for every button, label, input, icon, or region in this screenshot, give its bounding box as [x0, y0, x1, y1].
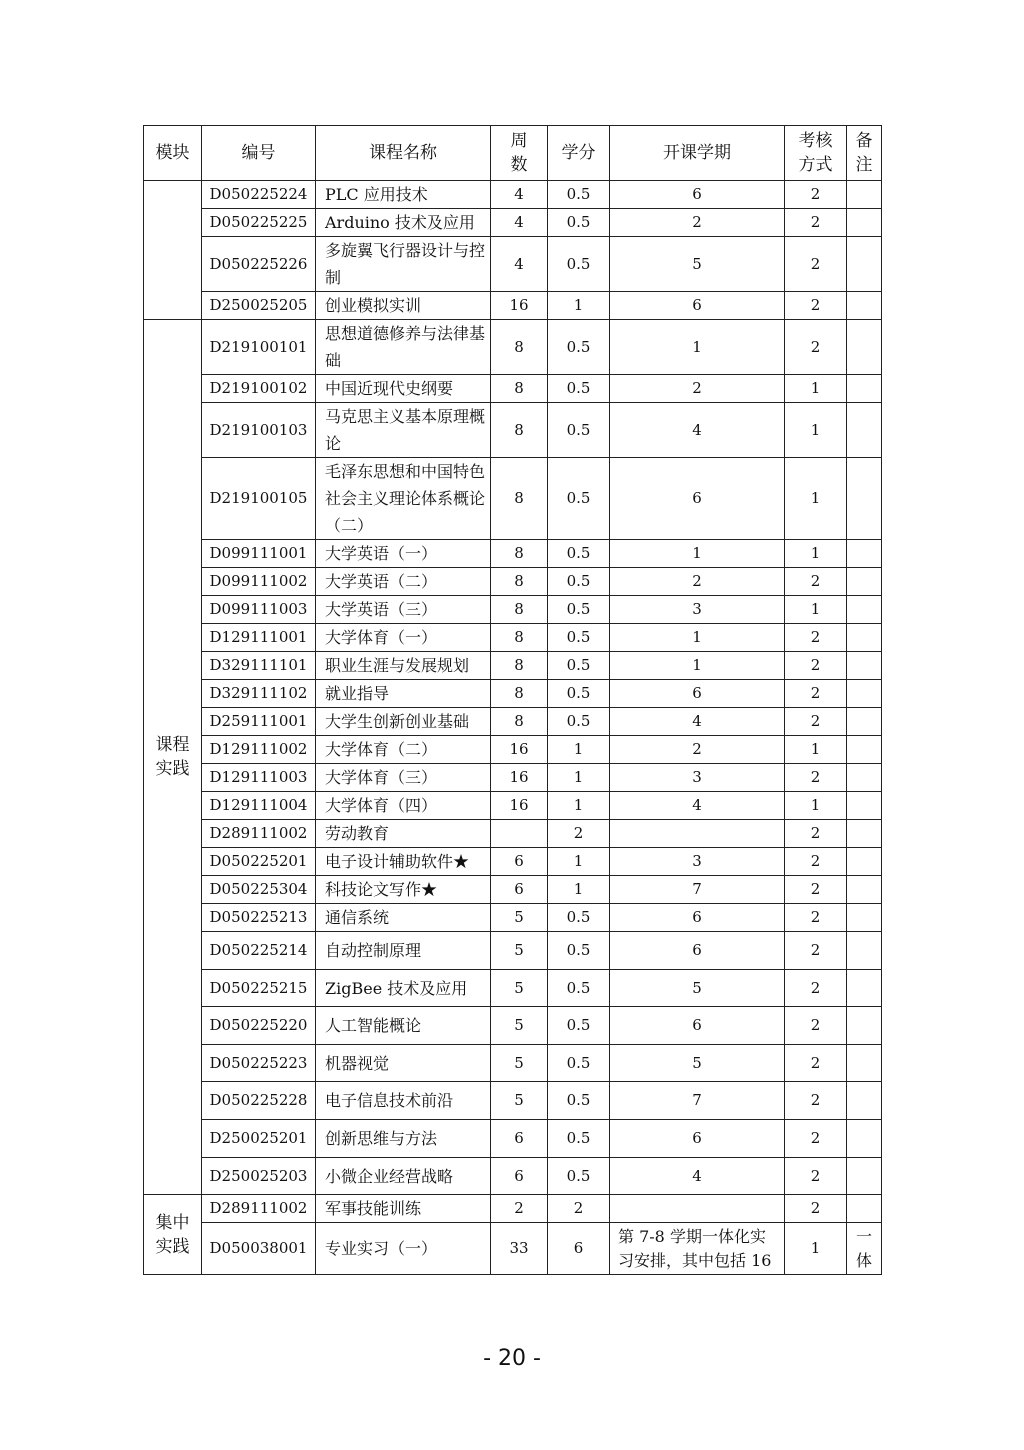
cell-credits: 0.5: [548, 1158, 610, 1195]
cell-course-name: 马克思主义基本原理概论: [316, 403, 491, 458]
cell-remark: [847, 1158, 882, 1195]
cell-credits: 1: [548, 292, 610, 320]
cell-remark: [847, 458, 882, 540]
cell-weeks: 8: [491, 568, 548, 596]
cell-weeks: 8: [491, 458, 548, 540]
cell-remark: [847, 1082, 882, 1120]
cell-course-name: 职业生涯与发展规划: [316, 652, 491, 680]
cell-weeks: 4: [491, 209, 548, 237]
cell-semester: 7: [610, 876, 785, 904]
cell-credits: 0.5: [548, 403, 610, 458]
cell-credits: 0.5: [548, 1045, 610, 1082]
cell-weeks: 5: [491, 1007, 548, 1045]
cell-assessment: 2: [785, 932, 847, 970]
cell-credits: 0.5: [548, 680, 610, 708]
cell-remark: [847, 292, 882, 320]
page-number: - 20 -: [483, 1346, 541, 1371]
cell-assessment: 2: [785, 237, 847, 292]
cell-course-name: 大学体育（二）: [316, 736, 491, 764]
cell-code: D219100102: [202, 375, 316, 403]
cell-semester: 3: [610, 596, 785, 624]
cell-code: D099111001: [202, 540, 316, 568]
cell-semester: 3: [610, 764, 785, 792]
cell-assessment: 2: [785, 876, 847, 904]
cell-assessment: 2: [785, 1158, 847, 1195]
cell-weeks: 16: [491, 292, 548, 320]
cell-weeks: 6: [491, 1158, 548, 1195]
header-course-name: 课程名称: [316, 126, 491, 181]
cell-remark: [847, 876, 882, 904]
table-row: [144, 1195, 882, 1223]
table-row: [144, 1120, 882, 1158]
cell-remark: [847, 708, 882, 736]
cell-credits: 0.5: [548, 970, 610, 1007]
cell-remark: [847, 568, 882, 596]
cell-weeks: 5: [491, 1045, 548, 1082]
cell-code: D250025201: [202, 1120, 316, 1158]
cell-course-name: 自动控制原理: [316, 932, 491, 970]
cell-remark: [847, 904, 882, 932]
cell-course-name: 专业实习（一）: [316, 1223, 491, 1275]
cell-course-name: 大学生创新创业基础: [316, 708, 491, 736]
cell-assessment: 2: [785, 848, 847, 876]
cell-weeks: 8: [491, 403, 548, 458]
cell-weeks: 4: [491, 237, 548, 292]
cell-code: D050225224: [202, 181, 316, 209]
cell-code: D050038001: [202, 1223, 316, 1275]
cell-semester: 6: [610, 292, 785, 320]
cell-weeks: 16: [491, 736, 548, 764]
cell-semester: 6: [610, 932, 785, 970]
cell-credits: 0.5: [548, 1120, 610, 1158]
cell-semester: 2: [610, 209, 785, 237]
cell-module: [144, 181, 202, 320]
cell-weeks: 8: [491, 624, 548, 652]
cell-course-name: 电子信息技术前沿: [316, 1082, 491, 1120]
cell-weeks: 6: [491, 848, 548, 876]
table-row: [144, 848, 882, 876]
cell-semester: 1: [610, 540, 785, 568]
cell-semester: [610, 820, 785, 848]
cell-code: D329111101: [202, 652, 316, 680]
cell-course-name: 就业指导: [316, 680, 491, 708]
cell-assessment: 1: [785, 792, 847, 820]
cell-weeks: 8: [491, 652, 548, 680]
header-code: 编号: [202, 126, 316, 181]
cell-remark: [847, 375, 882, 403]
header-weeks: 周 数: [491, 126, 548, 181]
cell-code: D289111002: [202, 1195, 316, 1223]
table-row: [144, 1158, 882, 1195]
cell-course-name: 通信系统: [316, 904, 491, 932]
cell-code: D050225223: [202, 1045, 316, 1082]
cell-credits: 0.5: [548, 932, 610, 970]
course-table: [143, 125, 882, 1275]
header-module: 模块: [144, 126, 202, 181]
cell-course-name: 中国近现代史纲要: [316, 375, 491, 403]
header-assessment: 考核 方式: [785, 126, 847, 181]
cell-weeks: 16: [491, 792, 548, 820]
cell-course-name: 小微企业经营战略: [316, 1158, 491, 1195]
cell-credits: 6: [548, 1223, 610, 1275]
cell-code: D050225213: [202, 904, 316, 932]
cell-weeks: 8: [491, 596, 548, 624]
cell-semester: 1: [610, 652, 785, 680]
cell-remark: [847, 540, 882, 568]
cell-code: D129111003: [202, 764, 316, 792]
cell-weeks: 8: [491, 320, 548, 375]
cell-course-name: Arduino 技术及应用: [316, 209, 491, 237]
cell-weeks: 8: [491, 540, 548, 568]
cell-code: D129111001: [202, 624, 316, 652]
cell-credits: 0.5: [548, 568, 610, 596]
cell-semester: 4: [610, 792, 785, 820]
cell-code: D129111002: [202, 736, 316, 764]
table-row: [144, 458, 882, 540]
cell-code: D329111102: [202, 680, 316, 708]
cell-assessment: 1: [785, 403, 847, 458]
cell-remark: [847, 1195, 882, 1223]
cell-semester: 5: [610, 1045, 785, 1082]
table-row: [144, 652, 882, 680]
cell-assessment: 2: [785, 181, 847, 209]
cell-credits: 2: [548, 1195, 610, 1223]
table-row: [144, 596, 882, 624]
cell-credits: 0.5: [548, 209, 610, 237]
cell-code: D219100105: [202, 458, 316, 540]
cell-course-name: 大学体育（一）: [316, 624, 491, 652]
cell-remark: 一 体: [847, 1223, 882, 1275]
cell-weeks: 16: [491, 764, 548, 792]
cell-credits: 0.5: [548, 540, 610, 568]
cell-credits: 0.5: [548, 1082, 610, 1120]
cell-weeks: 2: [491, 1195, 548, 1223]
cell-assessment: 1: [785, 736, 847, 764]
header-credits: 学分: [548, 126, 610, 181]
cell-remark: [847, 652, 882, 680]
cell-credits: 0.5: [548, 1007, 610, 1045]
cell-remark: [847, 596, 882, 624]
cell-semester: 5: [610, 237, 785, 292]
cell-remark: [847, 403, 882, 458]
cell-semester: 6: [610, 458, 785, 540]
cell-code: D050225214: [202, 932, 316, 970]
table-row: [144, 708, 882, 736]
cell-weeks: 4: [491, 181, 548, 209]
cell-credits: 0.5: [548, 904, 610, 932]
cell-assessment: 2: [785, 568, 847, 596]
cell-code: D050225201: [202, 848, 316, 876]
cell-credits: 1: [548, 736, 610, 764]
header-remark: 备 注: [847, 126, 882, 181]
table-header-row: [144, 126, 882, 181]
cell-credits: 1: [548, 792, 610, 820]
cell-credits: 0.5: [548, 624, 610, 652]
cell-semester: 6: [610, 680, 785, 708]
cell-course-name: 大学体育（三）: [316, 764, 491, 792]
cell-semester: 4: [610, 403, 785, 458]
table-row: [144, 680, 882, 708]
cell-weeks: [491, 820, 548, 848]
cell-course-name: PLC 应用技术: [316, 181, 491, 209]
table-row: [144, 375, 882, 403]
cell-remark: [847, 624, 882, 652]
cell-course-name: 大学英语（二）: [316, 568, 491, 596]
cell-course-name: 机器视觉: [316, 1045, 491, 1082]
table-row: [144, 1045, 882, 1082]
cell-assessment: 2: [785, 624, 847, 652]
cell-code: D050225225: [202, 209, 316, 237]
table-row: [144, 876, 882, 904]
cell-semester: 3: [610, 848, 785, 876]
cell-remark: [847, 792, 882, 820]
cell-semester: 第 7-8 学期一体化实习安排，其中包括 16: [610, 1223, 785, 1275]
cell-credits: 0.5: [548, 652, 610, 680]
cell-code: D099111003: [202, 596, 316, 624]
cell-assessment: 2: [785, 904, 847, 932]
cell-assessment: 2: [785, 764, 847, 792]
table-row: [144, 792, 882, 820]
cell-semester: 2: [610, 568, 785, 596]
cell-assessment: 2: [785, 1007, 847, 1045]
cell-semester: 6: [610, 181, 785, 209]
cell-assessment: 2: [785, 1082, 847, 1120]
cell-assessment: 2: [785, 970, 847, 1007]
cell-credits: 0.5: [548, 458, 610, 540]
cell-semester: 4: [610, 1158, 785, 1195]
cell-code: D050225215: [202, 970, 316, 1007]
cell-remark: [847, 736, 882, 764]
cell-assessment: 2: [785, 680, 847, 708]
cell-code: D289111002: [202, 820, 316, 848]
table-row: [144, 1007, 882, 1045]
cell-course-name: 人工智能概论: [316, 1007, 491, 1045]
cell-semester: 6: [610, 1007, 785, 1045]
table-row: [144, 1082, 882, 1120]
cell-assessment: 1: [785, 458, 847, 540]
cell-semester: [610, 1195, 785, 1223]
cell-remark: [847, 820, 882, 848]
cell-weeks: 8: [491, 708, 548, 736]
cell-course-name: 创新思维与方法: [316, 1120, 491, 1158]
cell-weeks: 5: [491, 1082, 548, 1120]
cell-semester: 6: [610, 1120, 785, 1158]
cell-semester: 4: [610, 708, 785, 736]
cell-credits: 0.5: [548, 320, 610, 375]
cell-assessment: 2: [785, 708, 847, 736]
cell-credits: 2: [548, 820, 610, 848]
cell-weeks: 6: [491, 876, 548, 904]
table-row: [144, 320, 882, 375]
cell-credits: 1: [548, 764, 610, 792]
cell-assessment: 2: [785, 652, 847, 680]
cell-semester: 2: [610, 375, 785, 403]
cell-assessment: 2: [785, 320, 847, 375]
cell-semester: 6: [610, 904, 785, 932]
cell-assessment: 2: [785, 1045, 847, 1082]
table-row: [144, 292, 882, 320]
table-row: [144, 403, 882, 458]
cell-assessment: 1: [785, 375, 847, 403]
cell-course-name: 大学英语（一）: [316, 540, 491, 568]
cell-code: D259111001: [202, 708, 316, 736]
cell-assessment: 2: [785, 292, 847, 320]
cell-weeks: 6: [491, 1120, 548, 1158]
cell-course-name: 多旋翼飞行器设计与控制: [316, 237, 491, 292]
cell-course-name: 军事技能训练: [316, 1195, 491, 1223]
cell-code: D129111004: [202, 792, 316, 820]
cell-course-name: 大学体育（四）: [316, 792, 491, 820]
cell-code: D050225226: [202, 237, 316, 292]
cell-remark: [847, 680, 882, 708]
cell-code: D099111002: [202, 568, 316, 596]
cell-course-name: 大学英语（三）: [316, 596, 491, 624]
table-row: [144, 736, 882, 764]
cell-semester: 5: [610, 970, 785, 1007]
table-row: [144, 820, 882, 848]
cell-remark: [847, 209, 882, 237]
cell-semester: 1: [610, 624, 785, 652]
cell-semester: 1: [610, 320, 785, 375]
cell-course-name: 电子设计辅助软件★: [316, 848, 491, 876]
cell-code: D050225304: [202, 876, 316, 904]
cell-course-name: 创业模拟实训: [316, 292, 491, 320]
table-row: [144, 568, 882, 596]
table-row: [144, 209, 882, 237]
cell-remark: [847, 320, 882, 375]
cell-semester: 7: [610, 1082, 785, 1120]
cell-remark: [847, 237, 882, 292]
cell-course-name: 毛泽东思想和中国特色社会主义理论体系概论（二）: [316, 458, 491, 540]
cell-weeks: 5: [491, 932, 548, 970]
cell-course-name: 科技论文写作★: [316, 876, 491, 904]
table-row: [144, 1223, 882, 1275]
cell-assessment: 2: [785, 1195, 847, 1223]
cell-remark: [847, 932, 882, 970]
cell-assessment: 2: [785, 209, 847, 237]
cell-credits: 1: [548, 848, 610, 876]
cell-remark: [847, 848, 882, 876]
cell-credits: 0.5: [548, 375, 610, 403]
cell-code: D050225228: [202, 1082, 316, 1120]
header-semester: 开课学期: [610, 126, 785, 181]
cell-assessment: 1: [785, 540, 847, 568]
cell-assessment: 1: [785, 1223, 847, 1275]
cell-code: D219100103: [202, 403, 316, 458]
cell-code: D250025205: [202, 292, 316, 320]
cell-remark: [847, 181, 882, 209]
cell-course-name: 思想道德修养与法律基础: [316, 320, 491, 375]
table-row: [144, 181, 882, 209]
cell-credits: 0.5: [548, 181, 610, 209]
cell-module: 课程 实践: [144, 320, 202, 1195]
cell-credits: 1: [548, 876, 610, 904]
cell-remark: [847, 1120, 882, 1158]
table-row: [144, 764, 882, 792]
cell-remark: [847, 764, 882, 792]
table-row: [144, 540, 882, 568]
cell-assessment: 1: [785, 596, 847, 624]
cell-remark: [847, 1007, 882, 1045]
table-row: [144, 237, 882, 292]
cell-code: D050225220: [202, 1007, 316, 1045]
cell-credits: 0.5: [548, 708, 610, 736]
cell-course-name: ZigBee 技术及应用: [316, 970, 491, 1007]
cell-weeks: 8: [491, 680, 548, 708]
table-row: [144, 904, 882, 932]
table-row: [144, 624, 882, 652]
cell-code: D250025203: [202, 1158, 316, 1195]
cell-weeks: 5: [491, 970, 548, 1007]
cell-credits: 0.5: [548, 237, 610, 292]
cell-weeks: 33: [491, 1223, 548, 1275]
cell-remark: [847, 970, 882, 1007]
cell-code: D219100101: [202, 320, 316, 375]
cell-weeks: 5: [491, 904, 548, 932]
cell-weeks: 8: [491, 375, 548, 403]
cell-assessment: 2: [785, 1120, 847, 1158]
cell-credits: 0.5: [548, 596, 610, 624]
cell-assessment: 2: [785, 820, 847, 848]
cell-course-name: 劳动教育: [316, 820, 491, 848]
cell-semester: 2: [610, 736, 785, 764]
table-row: [144, 932, 882, 970]
cell-module: 集中 实践: [144, 1195, 202, 1275]
cell-remark: [847, 1045, 882, 1082]
table-row: [144, 970, 882, 1007]
